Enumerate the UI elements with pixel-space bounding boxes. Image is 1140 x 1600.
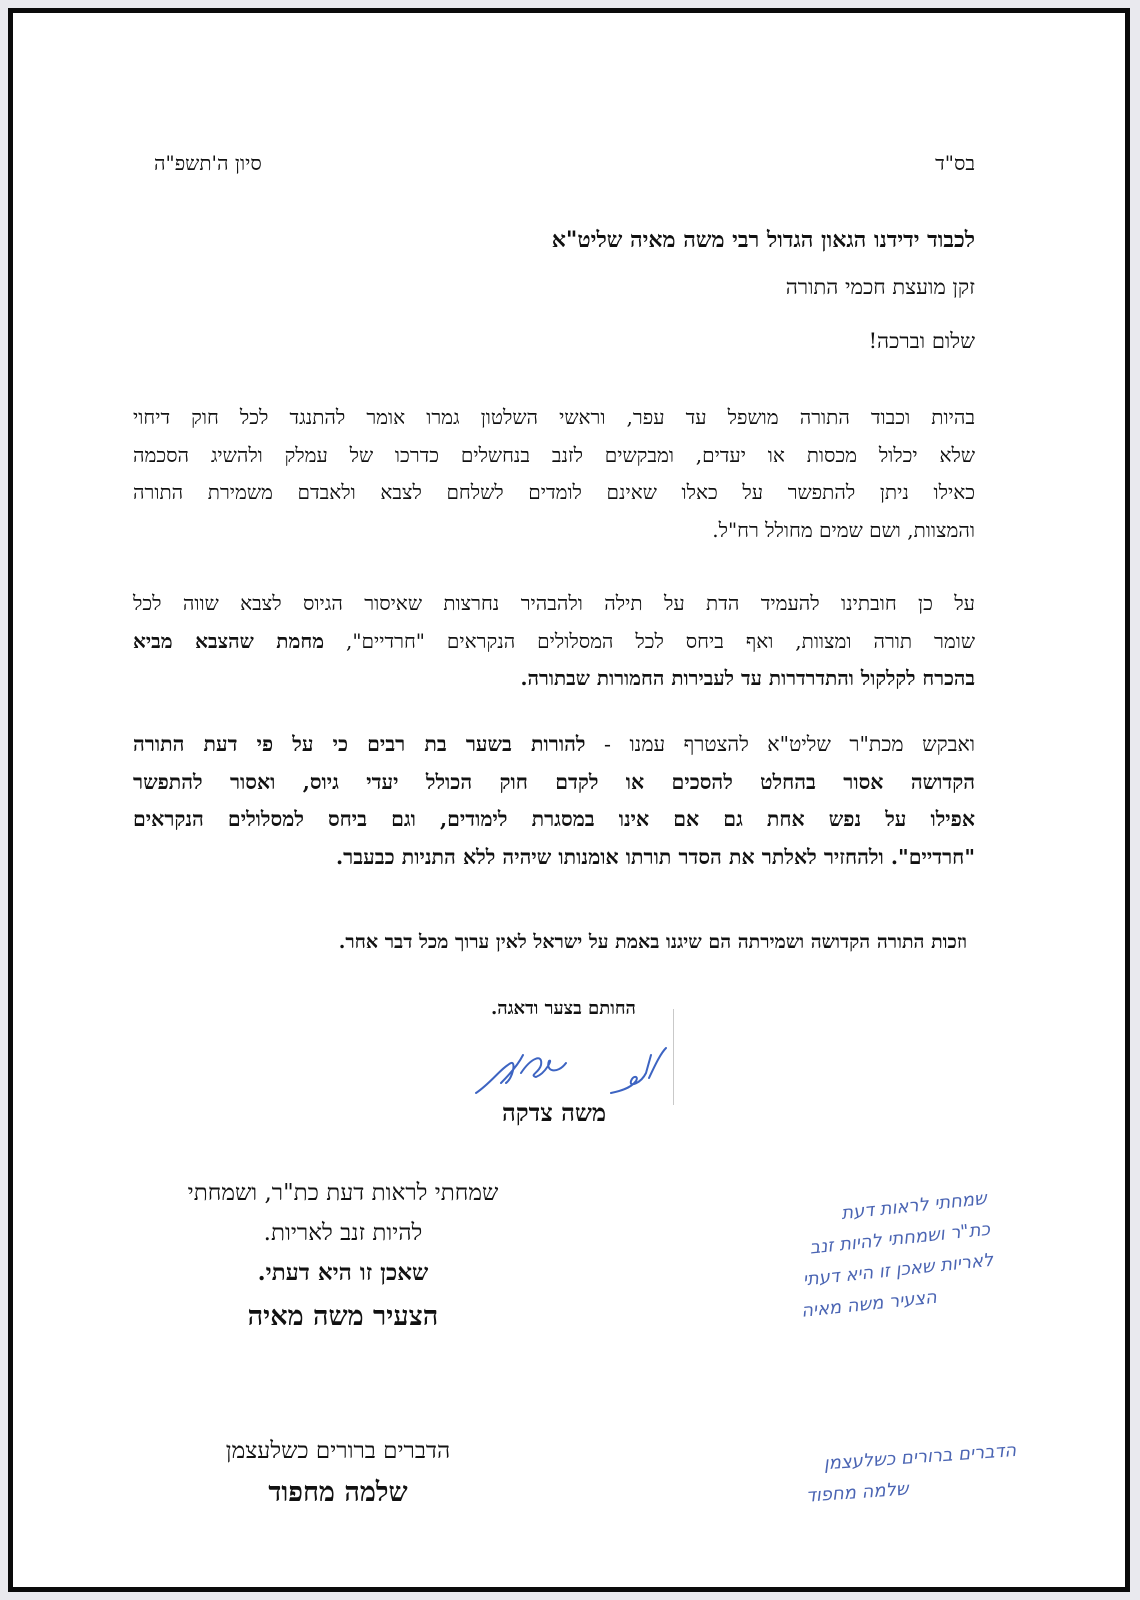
greeting: שלום וברכה!	[868, 329, 975, 353]
bsd-header: בס"ד	[935, 151, 975, 175]
addressee: לכבוד ידידנו הגאון הגדול רבי משה מאיה שליט"א	[551, 227, 975, 253]
paragraph-text: שומר תורה ומצוות, ואף ביחס לכל המסלולים הנקראים "חרדיים",	[324, 628, 975, 653]
response-1-typed	[163, 1173, 523, 1341]
paragraph-line	[133, 726, 975, 764]
response-line: שמחתי לראות דעת כת"ר, ושמחתי	[187, 1180, 499, 1206]
paragraph-line: והמצוות, ושם שמים מחולל רח"ל.	[712, 517, 975, 542]
signature-1-icon	[471, 1033, 681, 1103]
response-1-signer-name: הצעיר משה מאיה	[247, 1301, 439, 1332]
closing-line: וזכות התורה הקדושה ושמירתה הם שיגנו באמת על ישראל לאין ערוך מכל דבר אחר.	[338, 931, 967, 953]
handwritten-line: הצעיר משה מאיה	[800, 1286, 938, 1322]
letter-frame	[8, 8, 1130, 1592]
handwritten-line: שלמה מחפוד	[805, 1478, 910, 1507]
paragraph-line: על כן חובתינו להעמיד הדת על תילה ולהבהיר נחרצות שאיסור הגיוס לצבא שווה לכל	[133, 591, 975, 615]
response-line: להיות זנב לאריות.	[263, 1220, 423, 1246]
signed-by-label: החותם בצער ודאגה.	[491, 998, 636, 1019]
paragraph-line: הקדושה אסור בהחלט להסכים או לקדם חוק הכולל יעדי גיוס, ואסור להתפשר	[133, 769, 975, 794]
handwritten-line: הדברים ברורים כשלעצמן	[823, 1439, 1017, 1475]
paragraph-bold-text: מחמת שהצבא מביא	[133, 628, 325, 653]
paragraph-line: שלא יכלול מכסות או יעדים, ומבקשים לזנב בנחשלים כדרכו של עמלק ולהשיג הסכמה	[133, 442, 975, 467]
response-1-handwritten	[587, 1183, 998, 1348]
paragraph-text: ואבקש מכת"ר שליט"א להצטרף עמנו -	[585, 732, 975, 756]
handwritten-line: כת"ר ושמחתי להיות זנב	[808, 1218, 991, 1259]
paragraph-line: "חרדיים". ולהחזיר לאלתר את הסדר תורתו אומנותו שיהיה ללא התניות כבעבר.	[336, 844, 975, 869]
response-2-signer-name: שלמה מחפוד	[268, 1477, 408, 1508]
signer-1-name: משה צדקה	[502, 1098, 607, 1127]
paragraph-line	[133, 623, 975, 661]
handwritten-line: לאריות שאכן זו היא דעתי	[801, 1249, 995, 1291]
paragraph-line: אפילו על נפש אחת גם אם אינו במסגרת לימודים, וגם ביחס למסלולים הנקראים	[133, 807, 975, 831]
response-2-typed	[173, 1431, 503, 1515]
paragraph-3	[133, 726, 975, 876]
response-line: הדברים ברורים כשלעצמן	[225, 1438, 451, 1464]
handwritten-line: שמחתי לראות דעת	[840, 1187, 988, 1225]
response-line: שאכן זו היא דעתי.	[257, 1259, 429, 1286]
response-2-handwritten	[556, 1435, 1019, 1529]
paragraph-line: בהיות וכבוד התורה מושפל עד עפר, וראשי השלטון גמרו אומר להתנגד לכל חוק דיחוי	[133, 405, 975, 429]
addressee-title: זקן מועצת חכמי התורה	[785, 275, 975, 299]
paragraph-1	[133, 399, 975, 549]
date-header: סיון ה'תשפ"ה	[154, 151, 262, 175]
letter-page	[13, 13, 1125, 1587]
paragraph-bold-text: להורות בשער בת רבים כי על פי דעת התורה	[133, 732, 586, 756]
paragraph-line: כאילו ניתן להתפשר על כאלו שאינם לומדים לשלחם לצבא ולאבדם משמירת התורה	[133, 480, 975, 504]
paragraph-line: בהכרח לקלקול והתדרדרות עד לעבירות החמורות שבתורה.	[520, 666, 975, 690]
paragraph-2	[133, 585, 975, 698]
